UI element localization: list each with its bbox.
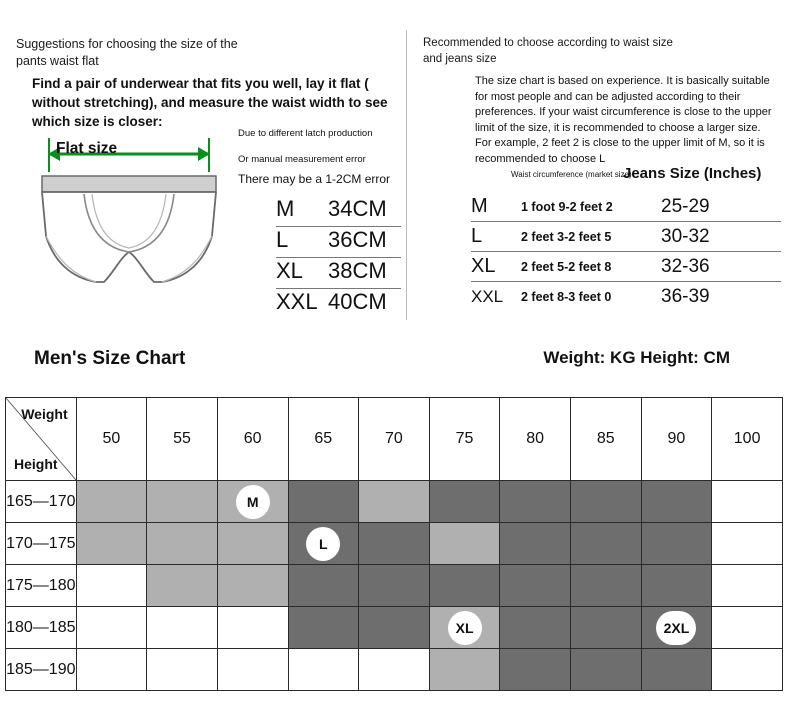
matrix-cell [147, 649, 218, 691]
matrix-cell [641, 565, 712, 607]
matrix-cell [500, 565, 571, 607]
row-header: 165—170 [6, 481, 77, 523]
size-matrix [5, 397, 783, 691]
table-row [6, 607, 783, 649]
marker-xl: XL [448, 611, 482, 645]
row-header: 175—180 [6, 565, 77, 607]
matrix-cell [571, 649, 642, 691]
matrix-cell [712, 565, 783, 607]
table-row [6, 565, 783, 607]
matrix-cell [217, 649, 288, 691]
matrix-cell [359, 565, 430, 607]
matrix-cell [76, 607, 147, 649]
right-panel [407, 0, 788, 330]
table-row [6, 649, 783, 691]
size-label: M [471, 195, 488, 217]
top-info-area [0, 0, 788, 330]
waist-value: 2 feet 3-2 feet 5 [521, 229, 612, 244]
waist-value: 2 feet 5-2 feet 8 [521, 259, 612, 274]
note-latch-production: Due to different latch production [238, 128, 373, 139]
table-row [276, 289, 401, 320]
row-header: 185—190 [6, 649, 77, 691]
matrix-cell [288, 481, 359, 523]
left-panel-heading: Suggestions for choosing the size of the pants waist flat [16, 37, 238, 68]
size-matrix-table [5, 397, 783, 691]
matrix-corner-cell [6, 398, 77, 481]
underwear-diagram [14, 132, 242, 290]
matrix-cell-marker-m [217, 481, 288, 523]
waist-circumference-caption: Waist circumference (market size) [511, 170, 632, 179]
size-label: XL [471, 255, 496, 277]
matrix-cell [571, 565, 642, 607]
table-header-row [6, 398, 783, 481]
units-label: Weight: KG Height: CM [543, 348, 730, 367]
table-row [6, 481, 783, 523]
matrix-cell [429, 649, 500, 691]
matrix-cell [712, 523, 783, 565]
col-header: 75 [429, 398, 500, 481]
matrix-cell [76, 481, 147, 523]
matrix-cell [288, 565, 359, 607]
table-row [471, 192, 781, 222]
matrix-cell [147, 565, 218, 607]
matrix-cell-marker-2xl [641, 607, 712, 649]
row-header: 170—175 [6, 523, 77, 565]
matrix-cell [500, 481, 571, 523]
flat-size-table [276, 196, 401, 320]
size-label: L [276, 227, 289, 252]
size-value: 34CM [328, 196, 387, 221]
matrix-cell [712, 649, 783, 691]
matrix-cell [359, 481, 430, 523]
matrix-cell [359, 607, 430, 649]
marker-l: L [306, 527, 340, 561]
right-panel-heading: Recommended to choose according to waist size and jeans size [423, 37, 673, 65]
page-title: Men's Size Chart [34, 348, 186, 369]
jeans-value: 30-32 [661, 225, 710, 247]
col-header: 50 [76, 398, 147, 481]
left-panel [0, 0, 406, 330]
size-value: 36CM [328, 227, 387, 252]
waist-value: 1 foot 9-2 feet 2 [521, 199, 613, 214]
jeans-value: 36-39 [661, 286, 710, 307]
col-header: 55 [147, 398, 218, 481]
col-header: 70 [359, 398, 430, 481]
table-row [276, 196, 401, 227]
matrix-cell [429, 523, 500, 565]
matrix-cell [712, 607, 783, 649]
table-row [471, 252, 781, 282]
table-row [276, 258, 401, 289]
weight-axis-label: Weight [21, 406, 68, 422]
matrix-cell [500, 523, 571, 565]
matrix-cell [500, 607, 571, 649]
matrix-cell [147, 607, 218, 649]
table-row [471, 222, 781, 252]
matrix-cell [571, 481, 642, 523]
size-label: M [276, 196, 295, 221]
matrix-cell [712, 481, 783, 523]
matrix-cell [147, 481, 218, 523]
matrix-cell [217, 565, 288, 607]
size-value: 38CM [328, 258, 387, 283]
col-header: 80 [500, 398, 571, 481]
height-axis-label: Height [14, 456, 58, 472]
marker-2xl: 2XL [656, 611, 696, 645]
matrix-cell-marker-l [288, 523, 359, 565]
matrix-cell [429, 481, 500, 523]
size-value: 40CM [328, 289, 387, 314]
matrix-cell [76, 649, 147, 691]
matrix-cell [359, 523, 430, 565]
matrix-cell [217, 607, 288, 649]
jeans-size-caption: Jeans Size (Inches) [623, 165, 762, 182]
note-manual-measurement: Or manual measurement error [238, 154, 366, 165]
flat-size-label: Flat size [56, 140, 118, 157]
matrix-cell [500, 649, 571, 691]
matrix-cell-marker-xl [429, 607, 500, 649]
matrix-cell [288, 607, 359, 649]
table-row [6, 523, 783, 565]
col-header: 65 [288, 398, 359, 481]
waist-jeans-table [471, 192, 781, 312]
table-row [276, 227, 401, 258]
table-row [471, 282, 781, 312]
col-header: 100 [712, 398, 783, 481]
left-panel-instruction: Find a pair of underwear that fits you well, lay it flat ( without stretching), and measure the waist width to see which size is closer: [32, 76, 388, 130]
jeans-value: 25-29 [661, 195, 710, 217]
size-label: XXL [276, 289, 318, 314]
col-header: 85 [571, 398, 642, 481]
marker-m: M [236, 485, 270, 519]
matrix-cell [76, 565, 147, 607]
jeans-value: 32-36 [661, 255, 710, 277]
matrix-cell [147, 523, 218, 565]
row-header: 180—185 [6, 607, 77, 649]
matrix-cell [359, 649, 430, 691]
matrix-cell [571, 523, 642, 565]
waist-value: 2 feet 8-3 feet 0 [521, 290, 612, 304]
matrix-cell [217, 523, 288, 565]
size-label: XL [276, 258, 303, 283]
matrix-cell [641, 649, 712, 691]
matrix-cell [288, 649, 359, 691]
col-header: 90 [641, 398, 712, 481]
matrix-cell [571, 607, 642, 649]
matrix-cell [641, 523, 712, 565]
note-error-range: There may be a 1-2CM error [238, 172, 391, 186]
size-label: XXL [471, 287, 504, 306]
matrix-cell [429, 565, 500, 607]
col-header: 60 [217, 398, 288, 481]
section-header [0, 330, 788, 390]
matrix-cell [76, 523, 147, 565]
size-label: L [471, 225, 483, 247]
right-panel-description: The size chart is based on experience. It is basically suitable for most people and can be adjusted according to their preferences. If your waist circumference is close to the upper limit of the size, it is recommended to choose a larger size. For example, 2 feet 2 is close to the upper limit of M, so it is recommended to choose L [475, 75, 772, 166]
matrix-cell [641, 481, 712, 523]
